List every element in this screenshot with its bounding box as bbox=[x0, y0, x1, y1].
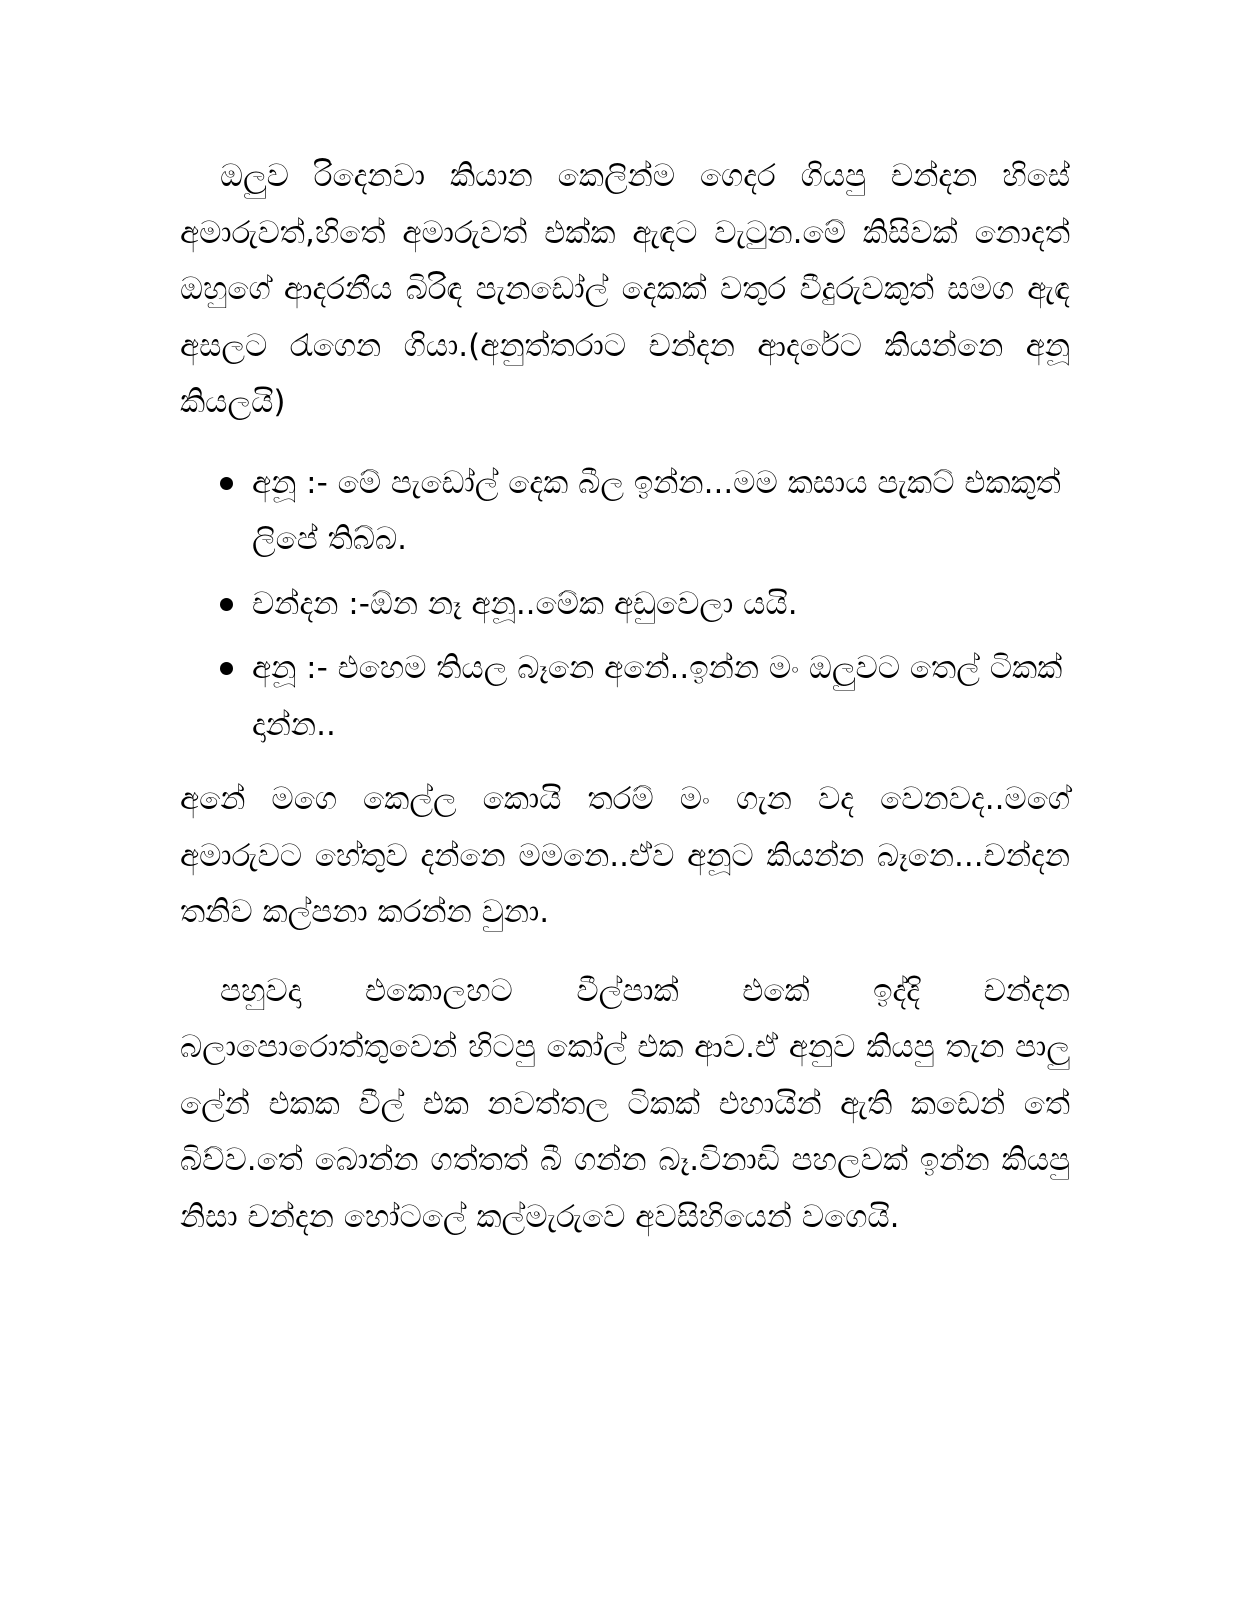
dialogue-item bbox=[180, 455, 1070, 568]
dialogue-item bbox=[180, 640, 1070, 753]
bullet-icon bbox=[220, 662, 233, 675]
dialogue-text: අනූ :- එහෙම තියල බෑනෙ අනේ..ඉන්න මං ඔලුවට තෙල් ටිකක් දාන්න.. bbox=[252, 650, 1063, 743]
paragraph-3: පහුවදා එකොලහට වීල්පාක් එකේ ඉද්දි චන්දන බලාපොරොත්තුවෙන් හිටපු කෝල් එක ආව.ඒ අනුව කියපු තැන පාලු ලේන් එකක වීල් එක නවත්තල ටිකක් එහායින් ඇති කඩෙන් තේ බිව්ව.තේ බොන්න ගත්තත් බී ගන්න බෑ.විනාඩි පහලවක් ඉන්න කියපු නිසා චන්දන හෝටලේ කල්මැරුවෙ අවසිහියෙන් වගෙයි. bbox=[180, 972, 1070, 1235]
document-body bbox=[180, 148, 1070, 1245]
dialogue-item bbox=[180, 576, 1070, 633]
bullet-icon bbox=[220, 598, 233, 611]
dialogue-text: චන්දන :-ඕන නෑ අනූ..මේක අඩුවෙලා යයි. bbox=[252, 585, 798, 622]
paragraph-1: ඔලුව රිදෙනවා කියාන කෙලින්ම ගෙදර ගියපු චන්දන හිසේ අමාරුවත්,හිතේ අමාරුවත් එක්ක ඇඳට වැටුන.මේ කිසිවක් නොදත් ඔහුගේ ආදරනීය බිරිඳ පැනඩෝල් දෙකක් වතුර වීදුරුවකුත් සමග ඇඳ අසලට රැගෙන ගියා.(අනුත්තරාට චන්දන ආදරේට කියන්නෙ අනූ කියලයි) bbox=[180, 158, 1070, 420]
dialogue-list bbox=[180, 455, 1070, 754]
dialogue-text: අනූ :- මේ පැඩෝල් දෙක බීල ඉන්න...මම කසාය පැකට් එකකුත් ලිපේ තිබ්බ. bbox=[252, 464, 1061, 557]
bullet-icon bbox=[220, 477, 233, 490]
paragraph-2: අනේ මගෙ කෙල්ල කොයි තරම් මං ගැන වද වෙනවද..මගේ අමාරුවට හේතුව දන්නෙ මමනෙ..ඒව අනූට කියන්න බෑනෙ...චන්දන තනිව කල්පනා කරන්න වුනා. bbox=[180, 781, 1070, 930]
